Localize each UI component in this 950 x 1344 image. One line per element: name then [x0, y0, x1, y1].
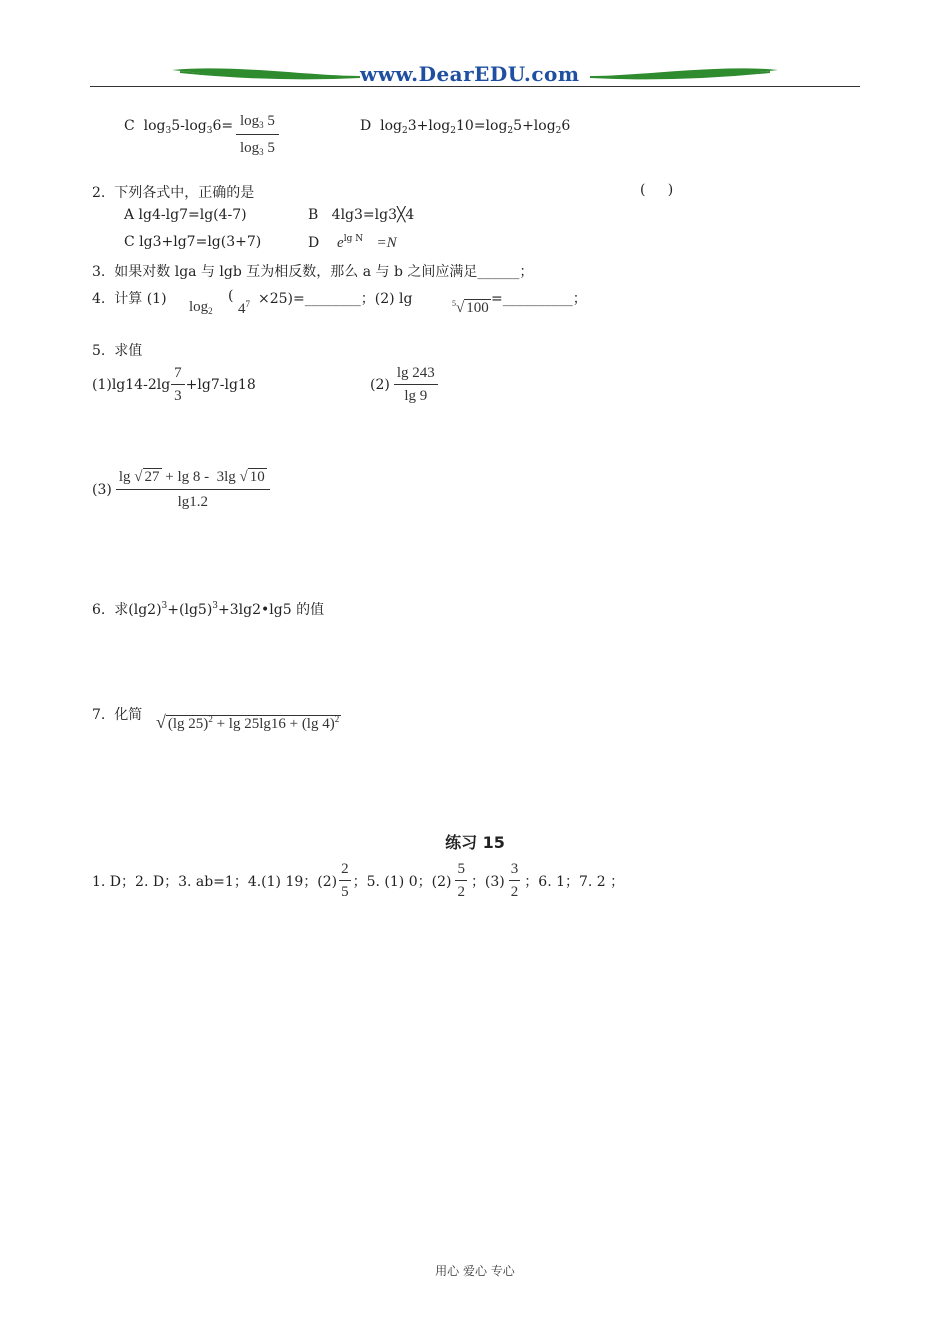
q1-option-c — [124, 118, 233, 136]
q7 — [92, 704, 142, 724]
answers-line — [92, 862, 624, 900]
q4-power — [238, 299, 250, 318]
q1-frac-den-val: 5 — [267, 140, 275, 156]
q4 — [92, 288, 167, 308]
q6-t3: +3lg2•lg5 的值 — [218, 602, 325, 618]
answers-f3-num: 3 — [509, 862, 521, 881]
q1-d-p4: 5+log — [513, 118, 556, 134]
q1-d-s4: 2 — [555, 126, 562, 136]
q2-d-base: e — [337, 235, 344, 251]
radical-icon: √ — [156, 712, 166, 732]
radical-icon: √ — [239, 469, 248, 485]
q7-b: + lg 25lg16 + (lg 4) — [212, 716, 335, 732]
q3-text: 如果对数 lga 与 lgb 互为相反数，那么 a 与 b 之间应满足______； — [114, 264, 534, 280]
header-rule — [90, 86, 860, 87]
q5-p3-root1: 27 — [144, 469, 160, 485]
q7-a-exp: 2 — [208, 714, 213, 724]
q5-part2 — [370, 366, 438, 404]
q2-option-c: C lg3+lg7=lg(3+7) — [124, 234, 262, 250]
answers-p1: 1. D；2. D；3. ab=1；4.(1) 19；(2) — [92, 874, 338, 890]
q1-c-mid: 5-log — [171, 118, 207, 134]
q4-rest: ×25)=________；(2) lg — [258, 291, 413, 307]
q1-frac-den-sub: 3 — [259, 147, 264, 157]
answers-f2-num: 5 — [455, 862, 467, 881]
logo-text: www.DearEDU.com — [360, 62, 580, 86]
q1-c-eq: 6= — [212, 118, 234, 134]
q5-text: 求值 — [114, 343, 143, 359]
answers-f1-den: 5 — [341, 884, 349, 900]
q1-d-p5: 6 — [561, 118, 571, 134]
q2-bracket: ( ) — [640, 182, 674, 198]
q1-d-label: D — [360, 118, 372, 134]
q1-frac-den-log: log — [240, 140, 260, 156]
q6-t2: +(lg5) — [167, 602, 213, 618]
q1-d-s2: 2 — [450, 126, 456, 136]
answers-f1-num: 2 — [339, 862, 351, 881]
q1-d-p2: 3+log — [407, 118, 451, 134]
q7-b-exp: 2 — [334, 714, 340, 724]
q5-p1-den: 3 — [174, 388, 182, 404]
q2-option-d — [308, 234, 397, 252]
q1-d-p3: 10=log — [456, 118, 508, 134]
q5-p3-root2: 10 — [249, 469, 265, 485]
q4-root — [452, 299, 491, 317]
q4-text1: 计算 (1) — [114, 291, 167, 307]
q2-d-label: D — [308, 235, 320, 251]
answers-title: 练习 15 — [445, 833, 505, 852]
q5-stem — [92, 340, 142, 360]
q5-p2-prefix: (2) — [370, 377, 390, 393]
q4-tail: =__________； — [491, 291, 587, 307]
q4-number: 4. — [92, 291, 106, 307]
q2-option-b — [308, 207, 414, 223]
q1-option-c-fraction — [236, 114, 279, 157]
q1-d-s3: 2 — [507, 126, 514, 136]
answers-p3: ；(3) — [470, 874, 505, 890]
answers-f3-den: 2 — [510, 884, 519, 900]
q5-p1-suffix: +lg7-lg18 — [185, 377, 256, 393]
q4-root-val: 100 — [466, 300, 489, 316]
q7-a: (lg 25) — [167, 716, 209, 732]
q2-number: 2. — [92, 185, 106, 201]
footer-text: 用心 爱心 专心 — [435, 1264, 515, 1278]
q5-p2-den: lg 9 — [404, 388, 428, 404]
q6-t1: 求(lg2) — [114, 602, 162, 618]
q5-p2-num: lg 243 — [394, 366, 438, 385]
q2-d-rhs: =N — [376, 235, 397, 251]
q6-number: 6. — [92, 602, 106, 618]
q5-p3-prefix: (3) — [92, 482, 112, 498]
radical-icon: √ — [134, 469, 143, 485]
q4-log — [189, 299, 213, 316]
q4-base: 4 — [238, 301, 246, 317]
q5-p1-num: 7 — [171, 366, 185, 385]
q5-p3-lg1: lg — [118, 469, 131, 485]
q1-frac-num-val: 5 — [267, 113, 275, 129]
q1-c-sub2: 3 — [206, 126, 213, 136]
q7-expression — [156, 712, 341, 733]
q1-d-p1: log — [380, 118, 403, 134]
q1-c-log: log — [143, 118, 166, 134]
q5-p3-mid: + lg 8 - 3lg — [165, 469, 236, 485]
q2-b-text: 4lg3=lg3╳4 — [331, 207, 415, 223]
q2-option-a: A lg4-lg7=lg(4-7) — [124, 207, 247, 223]
q5-number: 5. — [92, 343, 106, 359]
q2-text: 下列各式中，正确的是 — [114, 185, 255, 201]
q5-p1-prefix: (1)lg14-2lg — [92, 377, 171, 393]
q4-exp: 7 — [245, 299, 250, 309]
q2-b-label: B — [308, 207, 319, 223]
q3-number: 3. — [92, 264, 106, 280]
q4-paren: ( — [228, 288, 234, 304]
q5-part3 — [92, 470, 270, 510]
answers-p2: ；5. (1) 0；(2) — [352, 874, 452, 890]
q4-root-index: 5 — [452, 299, 456, 308]
q5-p3-den: lg1.2 — [177, 494, 209, 510]
q1-option-d — [360, 118, 570, 136]
q6-e2: 3 — [212, 601, 219, 611]
q1-c-label: C — [124, 118, 135, 134]
q1-frac-num-log: log — [240, 113, 260, 129]
q7-text: 化简 — [114, 707, 143, 723]
q1-frac-num-sub: 3 — [259, 120, 264, 130]
q4-log-text: log — [189, 299, 209, 315]
radical-icon: √ — [456, 300, 465, 316]
q2-stem — [92, 182, 254, 202]
q2-d-exp: lg N — [343, 234, 364, 244]
q1-c-sub1: 3 — [165, 126, 172, 136]
q1-d-s1: 2 — [402, 126, 408, 136]
answers-p4: ；6. 1；7. 2 ； — [524, 874, 625, 890]
q4-log-sub: 2 — [208, 306, 213, 316]
answers-f2-den: 2 — [457, 884, 465, 900]
q3 — [92, 261, 533, 281]
q5-part1 — [92, 366, 256, 404]
q6-e1: 3 — [161, 601, 168, 611]
q6 — [92, 599, 324, 619]
q7-number: 7. — [92, 707, 106, 723]
